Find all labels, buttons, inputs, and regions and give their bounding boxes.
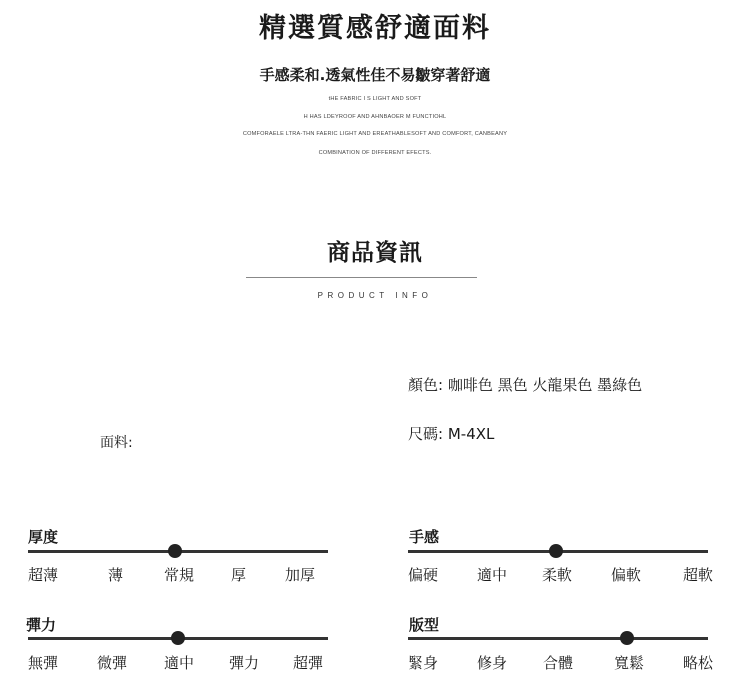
scale-option: 常規 xyxy=(164,566,195,584)
color-values: 咖啡色 黑色 火龍果色 墨綠色 xyxy=(447,376,643,394)
elasticity-label: 彈力 xyxy=(26,616,57,634)
scale-option: 適中 xyxy=(477,566,508,584)
product-info-divider xyxy=(246,277,477,278)
scale-option: 薄 xyxy=(108,566,124,584)
size-value: M-4XL xyxy=(447,425,495,443)
page-subtitle: 手感柔和.透氣性佳不易皺穿著舒適 xyxy=(259,66,491,84)
thickness-label: 厚度 xyxy=(28,528,59,546)
scale-option: 適中 xyxy=(164,654,195,672)
english-description-line: tHE FABRIC I S LIGHT AND SOFT xyxy=(328,96,422,102)
product-info-subtitle: PRODUCT INFO xyxy=(317,291,433,300)
english-description-line: COMBINATION OF DIFFERENT EFECTS. xyxy=(318,150,432,156)
scale-option: 修身 xyxy=(477,654,508,672)
english-description-line: COMFORAELE LTRA-THN FAERIC LIGHT AND EREATHABLESOFT AND COMFORT, CANBEANY xyxy=(242,131,508,137)
fit-marker xyxy=(620,631,634,645)
fit-bar xyxy=(408,637,708,640)
english-description-line: H HAS LDEYROOF AND AHNBAOER M FUNCTIOHL xyxy=(303,114,447,120)
hand-feel-label: 手感 xyxy=(409,528,440,546)
hand-feel-marker xyxy=(549,544,563,558)
page-title: 精選質感舒適面料 xyxy=(259,13,491,44)
scale-option: 偏硬 xyxy=(408,566,439,584)
scale-option: 超軟 xyxy=(683,566,714,584)
fabric-label: 面料: xyxy=(100,435,133,451)
color-spec xyxy=(408,374,642,395)
scale-option: 厚 xyxy=(231,566,247,584)
fit-label: 版型 xyxy=(409,616,440,634)
elasticity-marker xyxy=(171,631,185,645)
scale-option: 超彈 xyxy=(293,654,324,672)
thickness-marker xyxy=(168,544,182,558)
scale-option: 合體 xyxy=(543,654,574,672)
color-label: 顏色: xyxy=(408,376,444,394)
product-info-title: 商品資訊 xyxy=(327,240,423,266)
scale-option: 微彈 xyxy=(97,654,128,672)
size-label: 尺碼: xyxy=(408,425,444,443)
scale-option: 偏軟 xyxy=(611,566,642,584)
scale-option: 無彈 xyxy=(28,654,59,672)
scale-option: 略松 xyxy=(683,654,714,672)
scale-option: 彈力 xyxy=(229,654,260,672)
scale-option: 加厚 xyxy=(285,566,316,584)
scale-option: 柔軟 xyxy=(542,566,573,584)
scale-option: 超薄 xyxy=(28,566,59,584)
size-spec xyxy=(408,423,494,444)
scale-option: 緊身 xyxy=(408,654,439,672)
scale-option: 寬鬆 xyxy=(614,654,645,672)
